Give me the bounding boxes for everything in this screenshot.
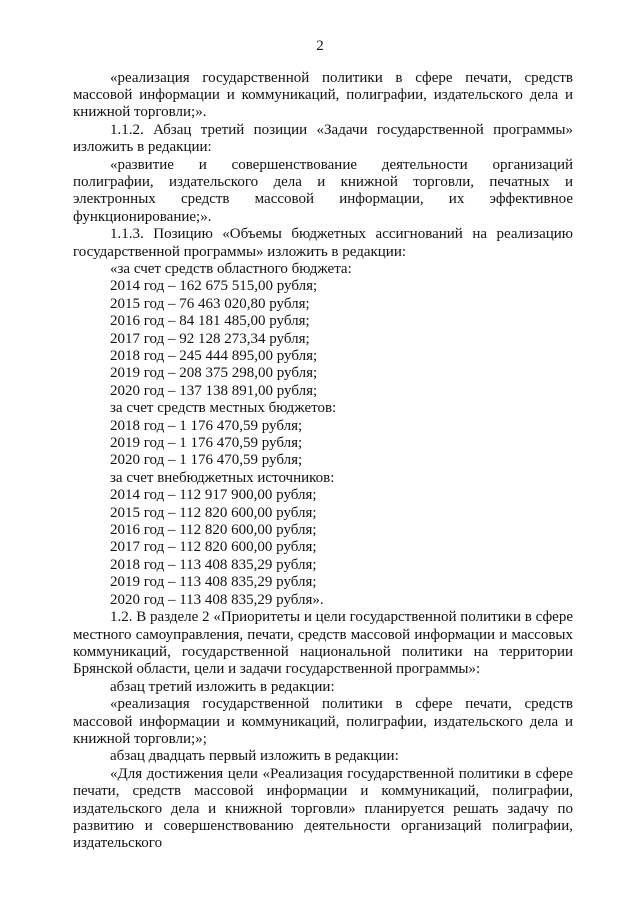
budget-line: 2020 год – 137 138 891,00 рубля; — [110, 382, 318, 399]
budget-line: 2018 год – 1 176 470,59 рубля; — [110, 417, 303, 434]
item-1-1-2: 1.1.2. Абзац третий позиции «Задачи государственной программы» изложить в редакции: — [73, 121, 573, 156]
budget-line: 2015 год – 76 463 020,80 рубля; — [110, 295, 310, 312]
item-1-2: 1.2. В разделе 2 «Приоритеты и цели государственной политики в сфере местного самоуправления, печати, средств массовой информации и массовых коммуникаций, государственной национальной политики на территории Брянской области, цели и задачи государственной программы»: — [73, 609, 573, 678]
third-paragraph-quote: «реализация государственной политики в сфере печати, средств массовой информации и коммуникаций, полиграфии, издательского дела и книжной торговли;»; — [73, 696, 573, 747]
budget-block — [73, 261, 573, 609]
budget-line: 2018 год – 245 444 895,00 рубля; — [110, 348, 318, 364]
extra-budget-heading: за счет внебюджетных источников: — [110, 469, 335, 486]
page-number: 2 — [316, 38, 324, 54]
budget-line: 2016 год – 84 181 485,00 рубля; — [110, 313, 310, 330]
budget-line: 2020 год – 113 408 835,29 рубля». — [110, 591, 324, 608]
item-1-1-3: 1.1.3. Позицию «Объемы бюджетных ассигнований на реализацию государственной программы» изложить в редакции: — [73, 226, 573, 260]
budget-line: 2019 год – 208 375 298,00 рубля; — [110, 365, 318, 382]
budget-line: 2017 год – 92 128 273,34 рубля; — [110, 330, 310, 347]
intro-quote: «реализация государственной политики в сфере печати, средств массовой информации и коммуникаций, полиграфии, издательского дела и книжной торговли;». — [73, 69, 573, 121]
budget-line: 2016 год – 112 820 600,00 рубля; — [110, 522, 317, 539]
twenty-first-label: абзац двадцать первый изложить в редакции: — [110, 748, 399, 765]
local-budget-heading: за счет средств местных бюджетов: — [110, 400, 337, 417]
budget-line: 2019 год – 1 176 470,59 рубля; — [110, 435, 303, 452]
budget-line: 2014 год – 112 917 900,00 рубля; — [110, 487, 317, 504]
regional-budget-heading: «за счет средств областного бюджета: — [110, 260, 352, 277]
budget-line: 2020 год – 1 176 470,59 рубля; — [110, 452, 303, 469]
budget-line: 2015 год – 112 820 600,00 рубля; — [110, 504, 317, 521]
budget-line: 2014 год – 162 675 515,00 рубля; — [110, 278, 318, 295]
twenty-first-quote: «Для достижения цели «Реализация государственной политики в сфере печати, средств массовой информации и коммуникаций, полиграфии, издательского дела и книжной торговли» планируется решать задачу по развитию и совершенствованию деятельности организаций полиграфии, издательского — [73, 765, 573, 852]
budget-line: 2019 год – 113 408 835,29 рубля; — [110, 574, 317, 591]
budget-line: 2018 год – 113 408 835,29 рубля; — [110, 556, 317, 573]
third-paragraph-label: абзац третий изложить в редакции: — [110, 678, 335, 695]
budget-line: 2017 год – 112 820 600,00 рубля; — [110, 539, 317, 556]
item-1-1-2-quote: «развитие и совершенствование деятельности организаций полиграфии, издательского дела и книжной торговли, печатных и электронных средств массовой информации, их эффективное функционирование;». — [73, 156, 573, 225]
document-body — [73, 70, 573, 853]
